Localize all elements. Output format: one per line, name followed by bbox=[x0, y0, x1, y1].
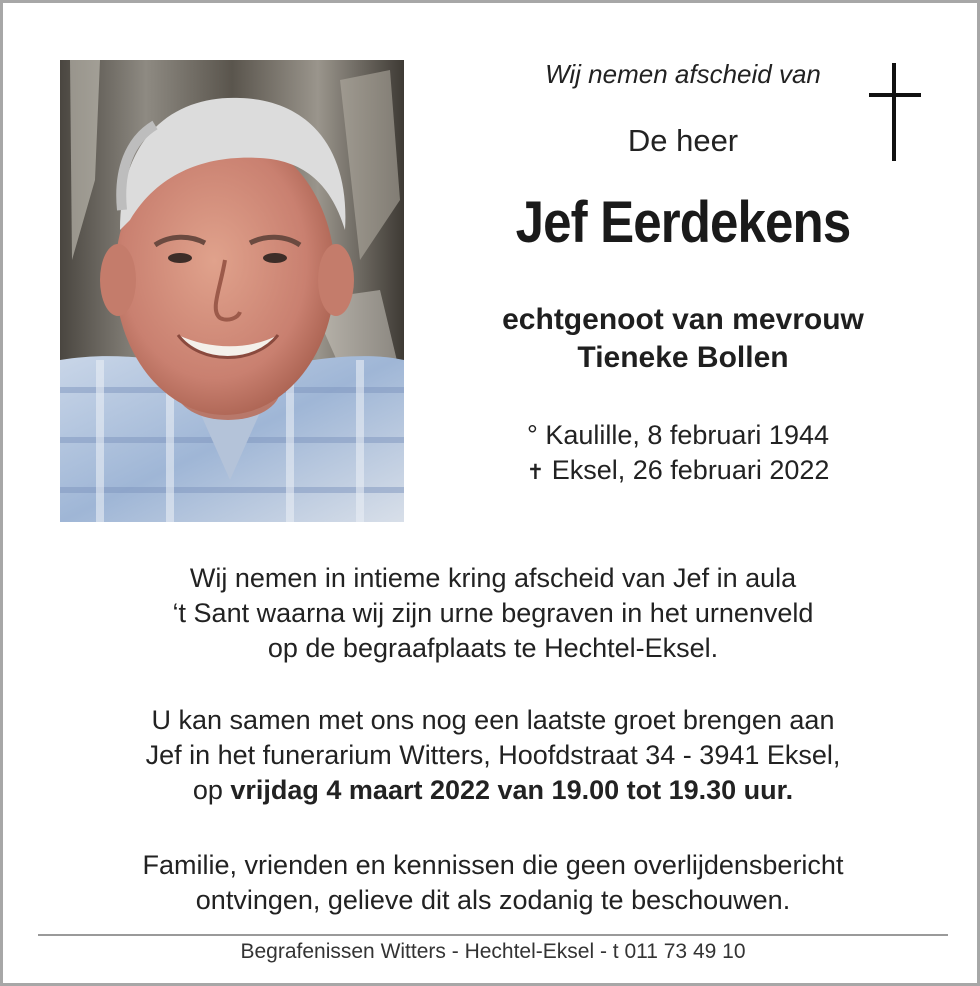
birth-symbol: ° bbox=[526, 420, 538, 450]
spouse-line-1: echtgenoot van mevrouw bbox=[502, 303, 864, 336]
death-date: Eksel, 26 februari 2022 bbox=[551, 455, 830, 485]
visitation-prefix: op bbox=[192, 775, 231, 805]
paragraph-line: ‘t Sant waarna wij zijn urne begraven in het urnenveld bbox=[172, 598, 814, 628]
birth-line bbox=[453, 418, 903, 453]
visitation-datetime: vrijdag 4 maart 2022 van 19.00 tot 19.30 uur. bbox=[230, 775, 794, 805]
paragraph-line: ontvingen, gelieve dit als zodanig te beschouwen. bbox=[195, 885, 791, 915]
portrait-photo bbox=[60, 60, 404, 522]
dates-block bbox=[453, 418, 903, 490]
paragraph-line bbox=[43, 773, 943, 808]
visitation-paragraph bbox=[43, 703, 943, 808]
deceased-name: Jef Eerdekens bbox=[515, 190, 851, 255]
paragraph-line: Wij nemen in intieme kring afscheid van Jef in aula bbox=[189, 563, 797, 593]
death-symbol: ✝ bbox=[526, 461, 545, 484]
paragraph-line: op de begraafplaats te Hechtel-Eksel. bbox=[267, 633, 719, 663]
notice-paragraph bbox=[43, 848, 943, 918]
ceremony-paragraph bbox=[43, 561, 943, 666]
paragraph-line: Jef in het funerarium Witters, Hoofdstraat 34 - 3941 Eksel, bbox=[145, 740, 841, 770]
footer-text: Begrafenissen Witters - Hechtel-Eksel - t 011 73 49 10 bbox=[240, 940, 746, 963]
footer-divider bbox=[38, 934, 948, 936]
paragraph-line: U kan samen met ons nog een laatste groet brengen aan bbox=[151, 705, 835, 735]
death-line bbox=[453, 453, 903, 490]
paragraph-line: Familie, vrienden en kennissen die geen overlijdensbericht bbox=[142, 850, 844, 880]
spouse-block bbox=[433, 301, 933, 377]
honorific: De heer bbox=[627, 123, 739, 158]
intro-text: Wij nemen afscheid van bbox=[545, 59, 821, 89]
spouse-name: Tieneke Bollen bbox=[577, 341, 789, 374]
birth-date: Kaulille, 8 februari 1944 bbox=[545, 420, 829, 450]
